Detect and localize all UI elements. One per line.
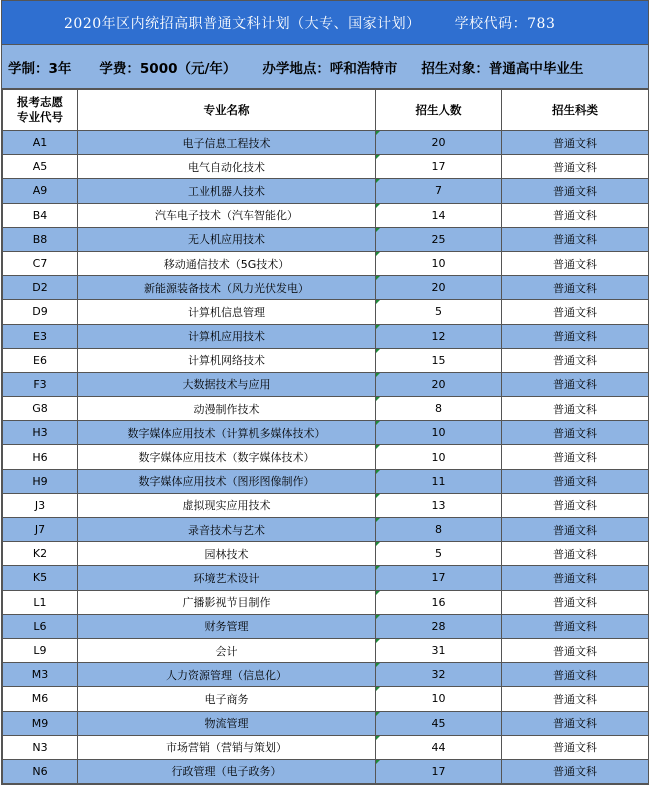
cell-category: 普通文科 bbox=[502, 663, 649, 687]
cell-count: 20 bbox=[376, 372, 502, 396]
cell-name: 数字媒体应用技术（计算机多媒体技术） bbox=[78, 421, 376, 445]
cell-category: 普通文科 bbox=[502, 348, 649, 372]
cell-category: 普通文科 bbox=[502, 421, 649, 445]
cell-count: 14 bbox=[376, 203, 502, 227]
duration-info: 学制：3年 bbox=[8, 60, 72, 77]
cell-category: 普通文科 bbox=[502, 759, 649, 783]
table-row bbox=[3, 735, 649, 759]
table-row bbox=[3, 155, 649, 179]
cell-code: K2 bbox=[3, 542, 78, 566]
cell-code: B8 bbox=[3, 227, 78, 251]
table-row bbox=[3, 518, 649, 542]
cell-code: A5 bbox=[3, 155, 78, 179]
cell-count: 20 bbox=[376, 276, 502, 300]
table-row bbox=[3, 663, 649, 687]
cell-category: 普通文科 bbox=[502, 711, 649, 735]
cell-category: 普通文科 bbox=[502, 614, 649, 638]
cell-name: 录音技术与艺术 bbox=[78, 518, 376, 542]
cell-category: 普通文科 bbox=[502, 518, 649, 542]
page-title: 2020年区内统招高职普通文科计划（大专、国家计划） bbox=[64, 15, 421, 32]
cell-name: 电子信息工程技术 bbox=[78, 131, 376, 155]
cell-code: H3 bbox=[3, 421, 78, 445]
column-header-code: 报考志愿 专业代号 bbox=[3, 90, 78, 131]
cell-name: 计算机信息管理 bbox=[78, 300, 376, 324]
cell-name: 市场营销（营销与策划） bbox=[78, 735, 376, 759]
cell-count: 17 bbox=[376, 566, 502, 590]
cell-code: D2 bbox=[3, 276, 78, 300]
cell-name: 环境艺术设计 bbox=[78, 566, 376, 590]
cell-name: 计算机应用技术 bbox=[78, 324, 376, 348]
table-row bbox=[3, 131, 649, 155]
cell-name: 虚拟现实应用技术 bbox=[78, 493, 376, 517]
table-body bbox=[3, 131, 649, 784]
cell-category: 普通文科 bbox=[502, 251, 649, 275]
table-row bbox=[3, 179, 649, 203]
cell-code: M9 bbox=[3, 711, 78, 735]
cell-category: 普通文科 bbox=[502, 445, 649, 469]
cell-code: J3 bbox=[3, 493, 78, 517]
cell-count: 32 bbox=[376, 663, 502, 687]
cell-count: 28 bbox=[376, 614, 502, 638]
cell-code: D9 bbox=[3, 300, 78, 324]
cell-name: 物流管理 bbox=[78, 711, 376, 735]
cell-code: M3 bbox=[3, 663, 78, 687]
table-row bbox=[3, 397, 649, 421]
cell-code: N3 bbox=[3, 735, 78, 759]
plan-table bbox=[2, 89, 649, 784]
table-row bbox=[3, 711, 649, 735]
cell-name: 行政管理（电子政务） bbox=[78, 759, 376, 783]
cell-category: 普通文科 bbox=[502, 324, 649, 348]
cell-count: 13 bbox=[376, 493, 502, 517]
cell-category: 普通文科 bbox=[502, 372, 649, 396]
cell-name: 大数据技术与应用 bbox=[78, 372, 376, 396]
cell-count: 10 bbox=[376, 421, 502, 445]
cell-count: 10 bbox=[376, 445, 502, 469]
table-row bbox=[3, 276, 649, 300]
cell-name: 动漫制作技术 bbox=[78, 397, 376, 421]
cell-count: 10 bbox=[376, 251, 502, 275]
cell-count: 17 bbox=[376, 759, 502, 783]
column-header-name: 专业名称 bbox=[78, 90, 376, 131]
tuition-info: 学费：5000（元/年） bbox=[99, 60, 237, 77]
cell-name: 广播影视节目制作 bbox=[78, 590, 376, 614]
cell-category: 普通文科 bbox=[502, 493, 649, 517]
cell-code: H9 bbox=[3, 469, 78, 493]
table-row bbox=[3, 445, 649, 469]
column-header-count: 招生人数 bbox=[376, 90, 502, 131]
table-row bbox=[3, 348, 649, 372]
cell-count: 5 bbox=[376, 542, 502, 566]
cell-count: 10 bbox=[376, 687, 502, 711]
location-info: 办学地点：呼和浩特市 bbox=[262, 60, 398, 77]
cell-count: 44 bbox=[376, 735, 502, 759]
cell-name: 财务管理 bbox=[78, 614, 376, 638]
table-row bbox=[3, 590, 649, 614]
cell-code: L1 bbox=[3, 590, 78, 614]
table-row bbox=[3, 203, 649, 227]
table-row bbox=[3, 227, 649, 251]
table-row bbox=[3, 372, 649, 396]
cell-count: 8 bbox=[376, 397, 502, 421]
cell-category: 普通文科 bbox=[502, 687, 649, 711]
cell-category: 普通文科 bbox=[502, 179, 649, 203]
cell-name: 计算机网络技术 bbox=[78, 348, 376, 372]
target-info: 招生对象：普通高中毕业生 bbox=[421, 60, 584, 77]
cell-category: 普通文科 bbox=[502, 131, 649, 155]
table-row bbox=[3, 469, 649, 493]
cell-name: 数字媒体应用技术（数字媒体技术） bbox=[78, 445, 376, 469]
cell-name: 电子商务 bbox=[78, 687, 376, 711]
cell-code: E6 bbox=[3, 348, 78, 372]
cell-category: 普通文科 bbox=[502, 542, 649, 566]
cell-code: B4 bbox=[3, 203, 78, 227]
cell-code: K5 bbox=[3, 566, 78, 590]
plan-sheet bbox=[1, 0, 649, 785]
table-header-row bbox=[3, 90, 649, 131]
table-row bbox=[3, 324, 649, 348]
cell-count: 17 bbox=[376, 155, 502, 179]
cell-code: A1 bbox=[3, 131, 78, 155]
cell-category: 普通文科 bbox=[502, 203, 649, 227]
cell-code: A9 bbox=[3, 179, 78, 203]
cell-category: 普通文科 bbox=[502, 397, 649, 421]
cell-category: 普通文科 bbox=[502, 227, 649, 251]
table-row bbox=[3, 251, 649, 275]
cell-code: C7 bbox=[3, 251, 78, 275]
info-bar bbox=[2, 45, 648, 89]
cell-code: G8 bbox=[3, 397, 78, 421]
cell-count: 11 bbox=[376, 469, 502, 493]
column-header-category: 招生科类 bbox=[502, 90, 649, 131]
cell-code: E3 bbox=[3, 324, 78, 348]
table-row bbox=[3, 687, 649, 711]
cell-count: 8 bbox=[376, 518, 502, 542]
cell-name: 数字媒体应用技术（图形图像制作） bbox=[78, 469, 376, 493]
cell-code: F3 bbox=[3, 372, 78, 396]
cell-count: 12 bbox=[376, 324, 502, 348]
cell-category: 普通文科 bbox=[502, 300, 649, 324]
cell-count: 5 bbox=[376, 300, 502, 324]
cell-name: 汽车电子技术（汽车智能化） bbox=[78, 203, 376, 227]
title-bar bbox=[2, 1, 648, 45]
cell-count: 7 bbox=[376, 179, 502, 203]
cell-count: 31 bbox=[376, 638, 502, 662]
cell-name: 新能源装备技术（风力光伏发电） bbox=[78, 276, 376, 300]
cell-count: 15 bbox=[376, 348, 502, 372]
cell-category: 普通文科 bbox=[502, 590, 649, 614]
cell-name: 移动通信技术（5G技术） bbox=[78, 251, 376, 275]
table-row bbox=[3, 759, 649, 783]
table-row bbox=[3, 421, 649, 445]
cell-code: M6 bbox=[3, 687, 78, 711]
cell-code: H6 bbox=[3, 445, 78, 469]
cell-name: 会计 bbox=[78, 638, 376, 662]
cell-category: 普通文科 bbox=[502, 566, 649, 590]
cell-count: 25 bbox=[376, 227, 502, 251]
cell-code: L6 bbox=[3, 614, 78, 638]
table-row bbox=[3, 542, 649, 566]
table-row bbox=[3, 614, 649, 638]
cell-category: 普通文科 bbox=[502, 155, 649, 179]
cell-code: N6 bbox=[3, 759, 78, 783]
table-row bbox=[3, 566, 649, 590]
cell-category: 普通文科 bbox=[502, 638, 649, 662]
cell-name: 园林技术 bbox=[78, 542, 376, 566]
cell-code: L9 bbox=[3, 638, 78, 662]
cell-name: 电气自动化技术 bbox=[78, 155, 376, 179]
cell-count: 16 bbox=[376, 590, 502, 614]
table-row bbox=[3, 300, 649, 324]
cell-category: 普通文科 bbox=[502, 276, 649, 300]
cell-category: 普通文科 bbox=[502, 469, 649, 493]
cell-name: 工业机器人技术 bbox=[78, 179, 376, 203]
table-row bbox=[3, 638, 649, 662]
table-row bbox=[3, 493, 649, 517]
cell-name: 人力资源管理（信息化） bbox=[78, 663, 376, 687]
cell-code: J7 bbox=[3, 518, 78, 542]
cell-count: 45 bbox=[376, 711, 502, 735]
cell-count: 20 bbox=[376, 131, 502, 155]
cell-name: 无人机应用技术 bbox=[78, 227, 376, 251]
cell-category: 普通文科 bbox=[502, 735, 649, 759]
school-code: 学校代码：783 bbox=[454, 15, 556, 32]
